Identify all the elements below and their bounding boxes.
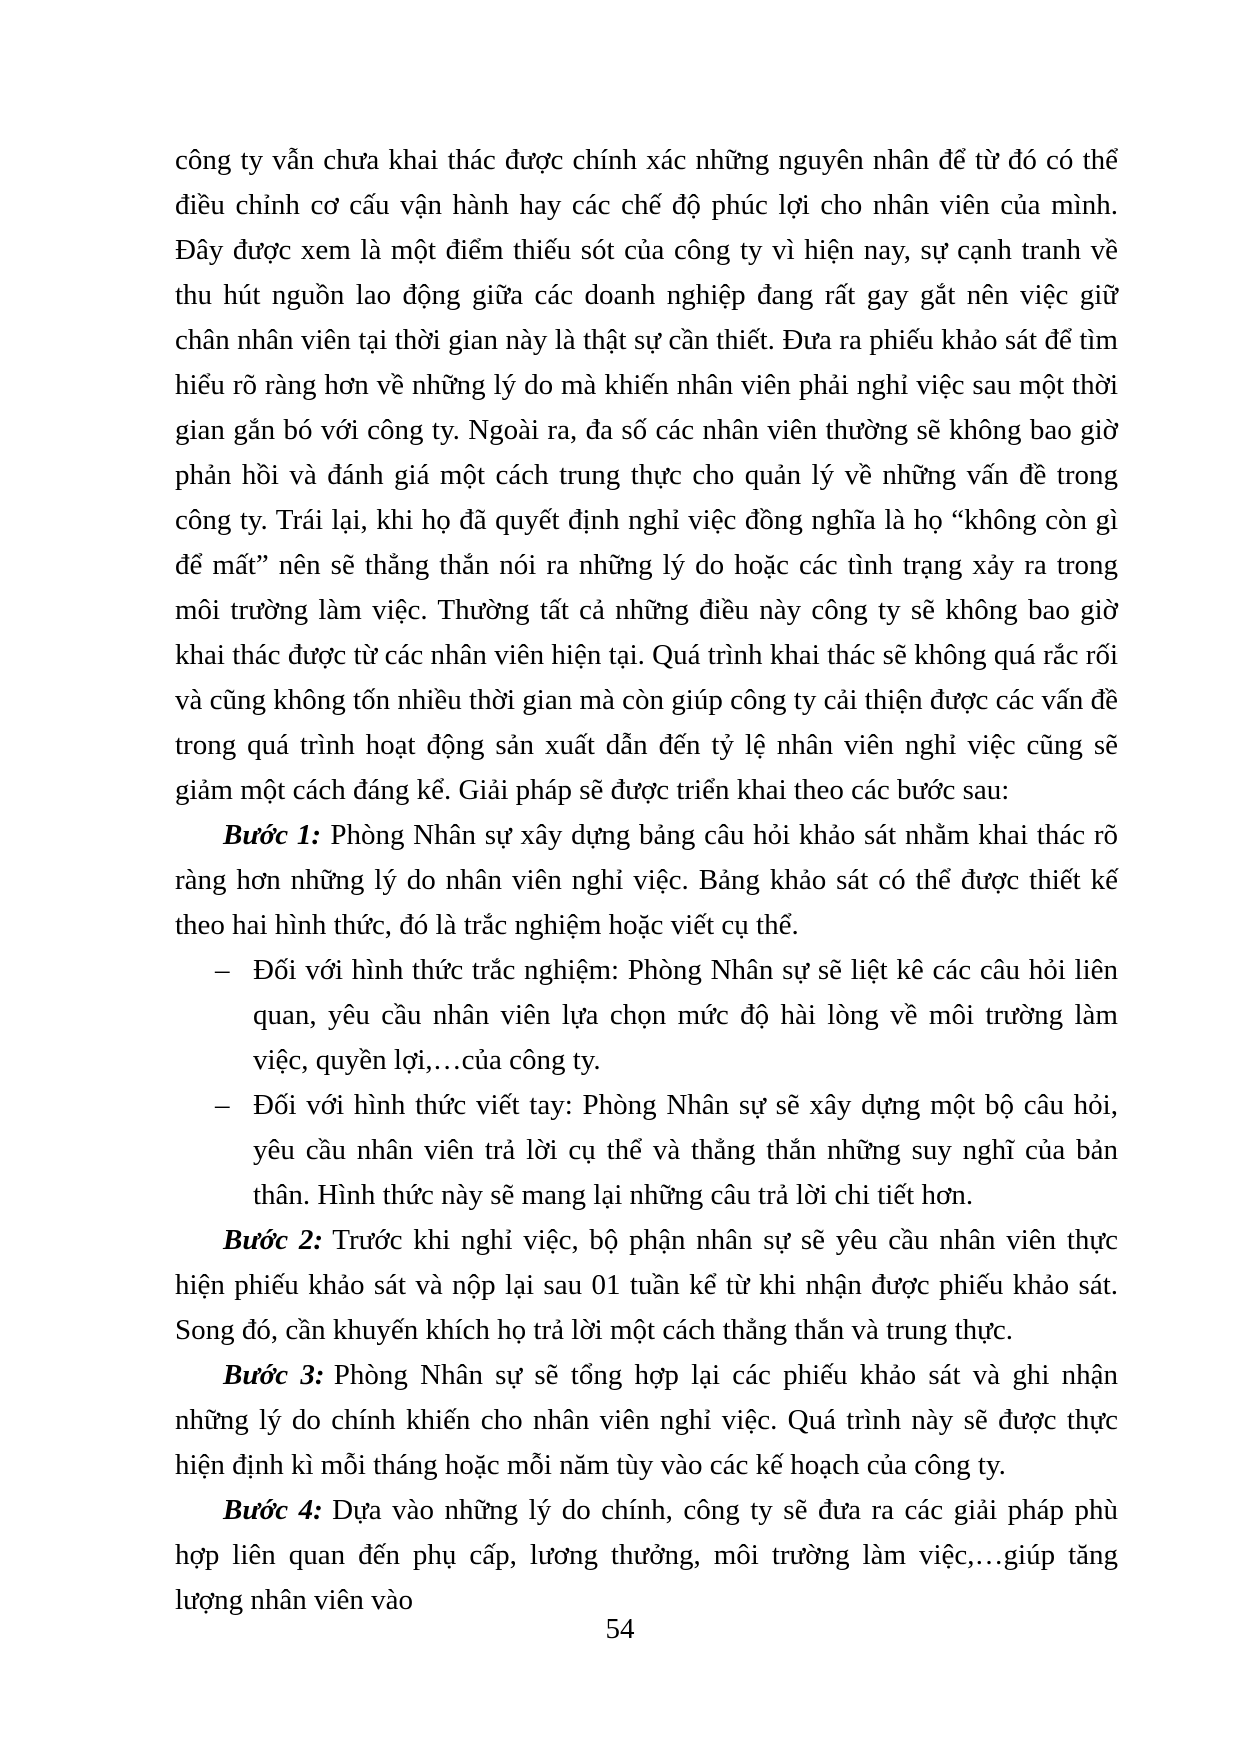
step-2-label: Bước 2: (223, 1224, 323, 1256)
body-paragraph: công ty vẫn chưa khai thác được chính xác những nguyên nhân để từ đó có thể điều chỉnh cơ cấu vận hành hay các chế độ phúc lợi cho nhân viên của mình. Đây được xem là một điểm thiếu sót của công ty vì hiện nay, sự cạnh tranh về thu hút nguồn lao động giữa các doanh nghiệp đang rất gay gắt nên việc giữ chân nhân viên tại thời gian này là thật sự cần thiết. Đưa ra phiếu khảo sát để tìm hiểu rõ ràng hơn về những lý do mà khiến nhân viên phải nghỉ việc sau một thời gian gắn bó với công ty. Ngoài ra, đa số các nhân viên thường sẽ không bao giờ phản hồi và đánh giá một cách trung thực cho quản lý về những vấn đề trong công ty. Trái lại, khi họ đã quyết định nghỉ việc đồng nghĩa là họ “không còn gì để mất” nên sẽ thẳng thắn nói ra những lý do hoặc các tình trạng xảy ra trong môi trường làm việc. Thường tất cả những điều này công ty sẽ không bao giờ khai thác được từ các nhân viên hiện tại. Quá trình khai thác sẽ không quá rắc rối và cũng không tốn nhiều thời gian mà còn giúp công ty cải thiện được các vấn đề trong quá trình hoạt động sản xuất dẫn đến tỷ lệ nhân viên nghỉ việc cũng sẽ giảm một cách đáng kể. Giải pháp sẽ được triển khai theo các bước sau: (175, 144, 1118, 806)
dash-bullet-icon: – (215, 954, 230, 986)
step-4-paragraph (175, 1488, 1118, 1623)
step-1-label: Bước 1: (223, 819, 322, 851)
step-3-text: Phòng Nhân sự sẽ tổng hợp lại các phiếu khảo sát và ghi nhận những lý do chính khiến cho nhân viên nghỉ việc. Quá trình này sẽ được thực hiện định kì mỗi tháng hoặc mỗi năm tùy vào các kế hoạch của công ty. (175, 1359, 1118, 1481)
step-3-label: Bước 3: (223, 1359, 325, 1391)
step-4-label: Bước 4: (223, 1494, 323, 1526)
bullet-text: Đối với hình thức trắc nghiệm: Phòng Nhân sự sẽ liệt kê các câu hỏi liên quan, yêu cầu nhân viên lựa chọn mức độ hài lòng về môi trường làm việc, quyền lợi,…của công ty. (253, 954, 1118, 1076)
step-4-text: Dựa vào những lý do chính, công ty sẽ đưa ra các giải pháp phù hợp liên quan đến phụ cấp, lương thưởng, môi trường làm việc,…giúp tăng lượng nhân viên vào (175, 1494, 1118, 1616)
bullet-item-handwritten (175, 1083, 1118, 1218)
step-1-text: Phòng Nhân sự xây dựng bảng câu hỏi khảo sát nhằm khai thác rõ ràng hơn những lý do nhân viên nghỉ việc. Bảng khảo sát có thể được thiết kế theo hai hình thức, đó là trắc nghiệm hoặc viết cụ thể. (175, 819, 1118, 941)
bullet-text: Đối với hình thức viết tay: Phòng Nhân sự sẽ xây dựng một bộ câu hỏi, yêu cầu nhân viên trả lời cụ thể và thẳng thắn những suy nghĩ của bản thân. Hình thức này sẽ mang lại những câu trả lời chi tiết hơn. (253, 1089, 1118, 1211)
step-3-paragraph (175, 1353, 1118, 1488)
step-1-paragraph (175, 813, 1118, 948)
bullet-item-multiple-choice (175, 948, 1118, 1083)
page-number: 54 (605, 1613, 635, 1645)
step-2-paragraph (175, 1218, 1118, 1353)
step-2-text: Trước khi nghỉ việc, bộ phận nhân sự sẽ yêu cầu nhân viên thực hiện phiếu khảo sát và nộp lại sau 01 tuần kể từ khi nhận được phiếu khảo sát. Song đó, cần khuyến khích họ trả lời một cách thẳng thắn và trung thực. (175, 1224, 1118, 1346)
dash-bullet-icon: – (215, 1089, 230, 1121)
